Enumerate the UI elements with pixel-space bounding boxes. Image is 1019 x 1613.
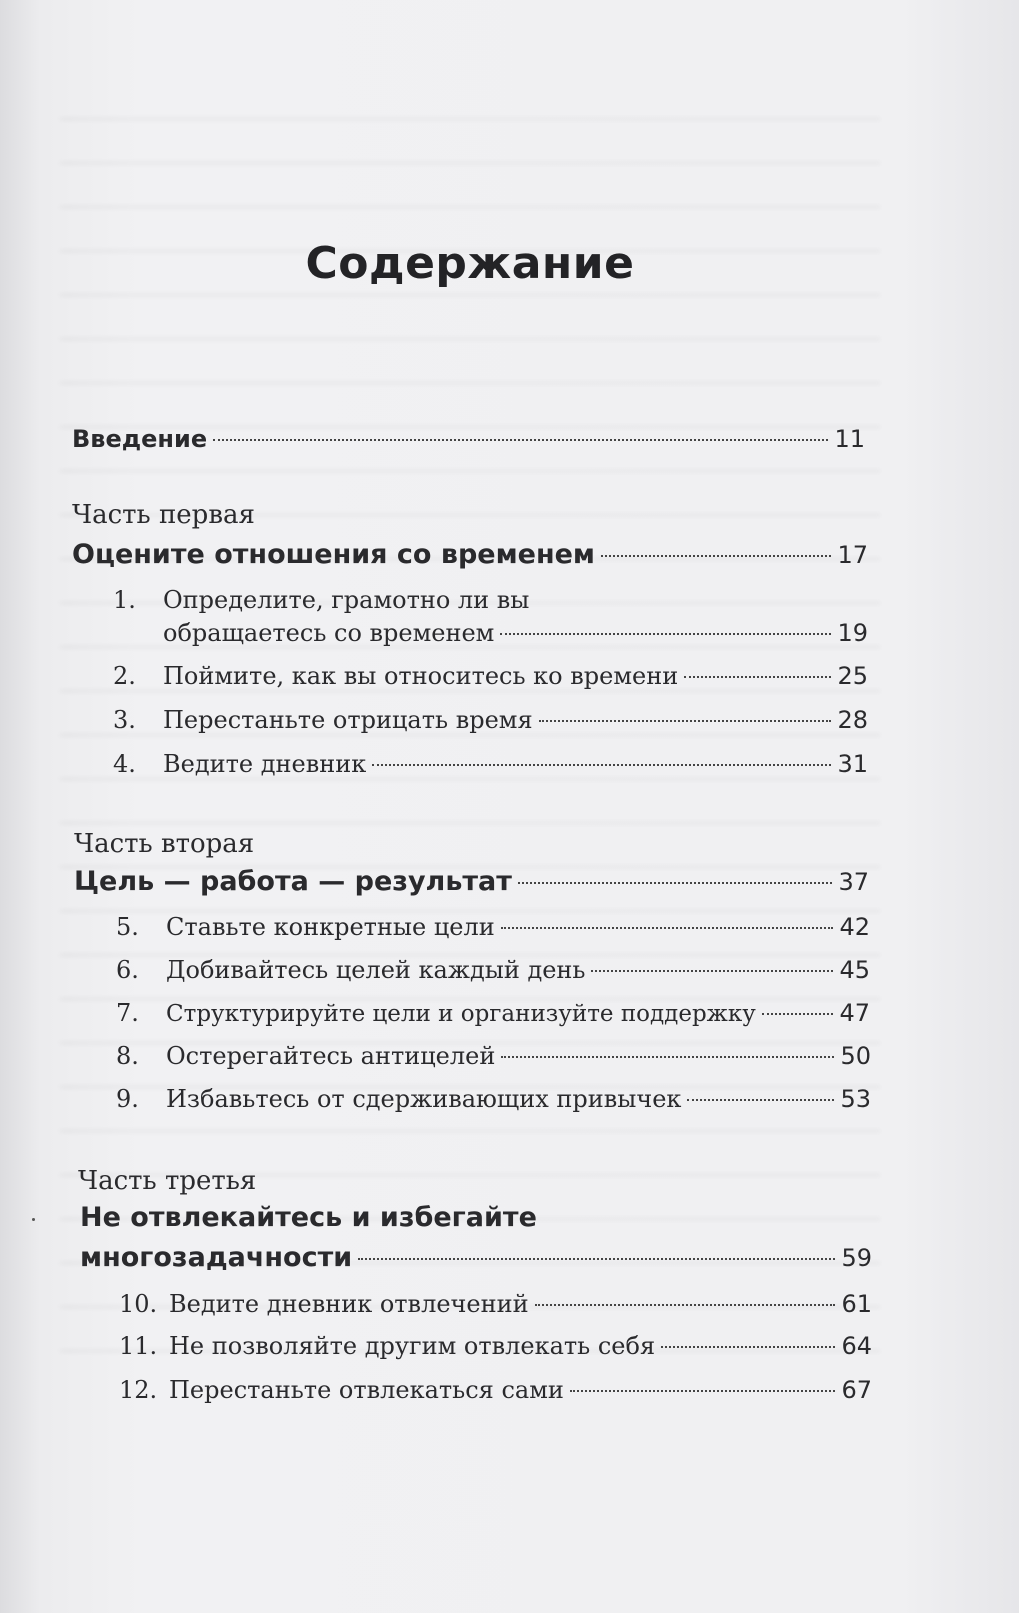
toc-page-number: 61: [841, 1290, 872, 1318]
chapter-title: Структурируйте цели и организуйте поддержку: [166, 1001, 756, 1027]
chapter-number: 10.: [119, 1290, 158, 1318]
part-label: Часть первая: [72, 500, 255, 530]
toc-part-title-row: [72, 540, 868, 570]
chapter-number: 5.: [116, 913, 139, 941]
chapter-number: 8.: [116, 1042, 139, 1070]
toc-page-number: 11: [834, 425, 865, 453]
leader-dots: [539, 720, 832, 722]
leader-dots: [687, 1099, 834, 1101]
chapter-title: Перестаньте отрицать время: [163, 706, 533, 734]
toc-page-number: 42: [839, 913, 870, 941]
toc-page-number: 64: [841, 1332, 872, 1360]
toc-page-number: 47: [839, 999, 870, 1027]
part-title: Оцените отношения со временем: [72, 539, 596, 570]
toc-chapter-row: [116, 955, 870, 985]
leader-dots: [501, 1056, 834, 1058]
page-title: Содержание: [305, 238, 635, 289]
ink-speck: [32, 1218, 35, 1221]
toc-page-number: 17: [837, 541, 868, 569]
chapter-title-line2: обращаетесь со временем: [163, 619, 495, 647]
toc-part-title-row: [80, 1243, 872, 1273]
toc-page-number: 37: [838, 868, 869, 896]
toc-chapter-row: [113, 749, 868, 779]
chapter-title: Добивайтесь целей каждый день: [166, 956, 586, 984]
toc-chapter-row: [116, 1084, 871, 1114]
toc-chapter-row: [119, 1289, 872, 1319]
toc-page-number: 50: [840, 1042, 871, 1070]
leader-dots: [591, 970, 833, 972]
toc-page-number: 28: [837, 706, 868, 734]
leader-dots: [762, 1013, 834, 1015]
leader-dots: [213, 439, 828, 441]
chapter-number: 1.: [113, 586, 136, 614]
toc-chapter-row: [163, 618, 868, 648]
part-title-line1: Не отвлекайтесь и избегайте: [80, 1202, 537, 1233]
chapter-number: 4.: [113, 750, 136, 778]
part-label: Часть третья: [78, 1166, 257, 1196]
chapter-title: Избавьтесь от сдерживающих привычек: [166, 1085, 682, 1113]
chapter-title: Перестаньте отвлекаться сами: [169, 1376, 564, 1404]
chapter-title: Ведите дневник отвлечений: [169, 1290, 529, 1318]
chapter-title: Ставьте конкретные цели: [166, 913, 495, 941]
chapter-number: 9.: [116, 1085, 139, 1113]
chapter-number: 7.: [116, 999, 139, 1027]
leader-dots: [500, 633, 831, 635]
chapter-number: 11.: [119, 1332, 158, 1360]
chapter-number: 3.: [113, 706, 136, 734]
chapter-number: 12.: [119, 1376, 158, 1404]
toc-chapter-row: [116, 998, 870, 1029]
leader-dots: [601, 555, 831, 557]
toc-page-number: 59: [841, 1244, 872, 1272]
chapter-title-line1: Определите, грамотно ли вы: [163, 586, 530, 614]
toc-page-number: 19: [837, 619, 868, 647]
chapter-number: 6.: [116, 956, 139, 984]
toc-chapter-row: [116, 912, 870, 942]
part-label: Часть вторая: [74, 829, 255, 859]
chapter-title: Не позволяйте другим отвлекать себя: [169, 1332, 656, 1360]
leader-dots: [501, 927, 834, 929]
toc-chapter-row: [113, 705, 868, 735]
toc-page-number: 45: [839, 956, 870, 984]
toc-chapter-row: [119, 1375, 872, 1405]
toc-page-number: 67: [841, 1376, 872, 1404]
toc-chapter-row: [113, 661, 868, 691]
chapter-number: 2.: [113, 662, 136, 690]
chapter-title: Остерегайтесь антицелей: [166, 1042, 496, 1070]
chapter-title: Ведите дневник: [163, 750, 367, 778]
toc-entry-intro: [72, 424, 865, 454]
part-title: Цель — работа — результат: [74, 866, 512, 897]
toc-chapter-row: [116, 1041, 871, 1071]
leader-dots: [570, 1390, 836, 1392]
part-title-line2: многозадачности: [80, 1242, 353, 1273]
leader-dots: [661, 1346, 835, 1348]
toc-page-number: 53: [840, 1085, 871, 1113]
toc-page-number: 25: [837, 662, 868, 690]
leader-dots: [372, 764, 831, 766]
leader-dots: [684, 676, 831, 678]
toc-part-title-row: [74, 867, 869, 897]
leader-dots: [358, 1258, 835, 1260]
leader-dots: [518, 882, 833, 884]
toc-page-number: 31: [837, 750, 868, 778]
toc-chapter-row: [119, 1331, 872, 1361]
chapter-title: Поймите, как вы относитесь ко времени: [163, 662, 679, 690]
leader-dots: [535, 1304, 836, 1306]
toc-entry-label: Введение: [72, 425, 208, 453]
